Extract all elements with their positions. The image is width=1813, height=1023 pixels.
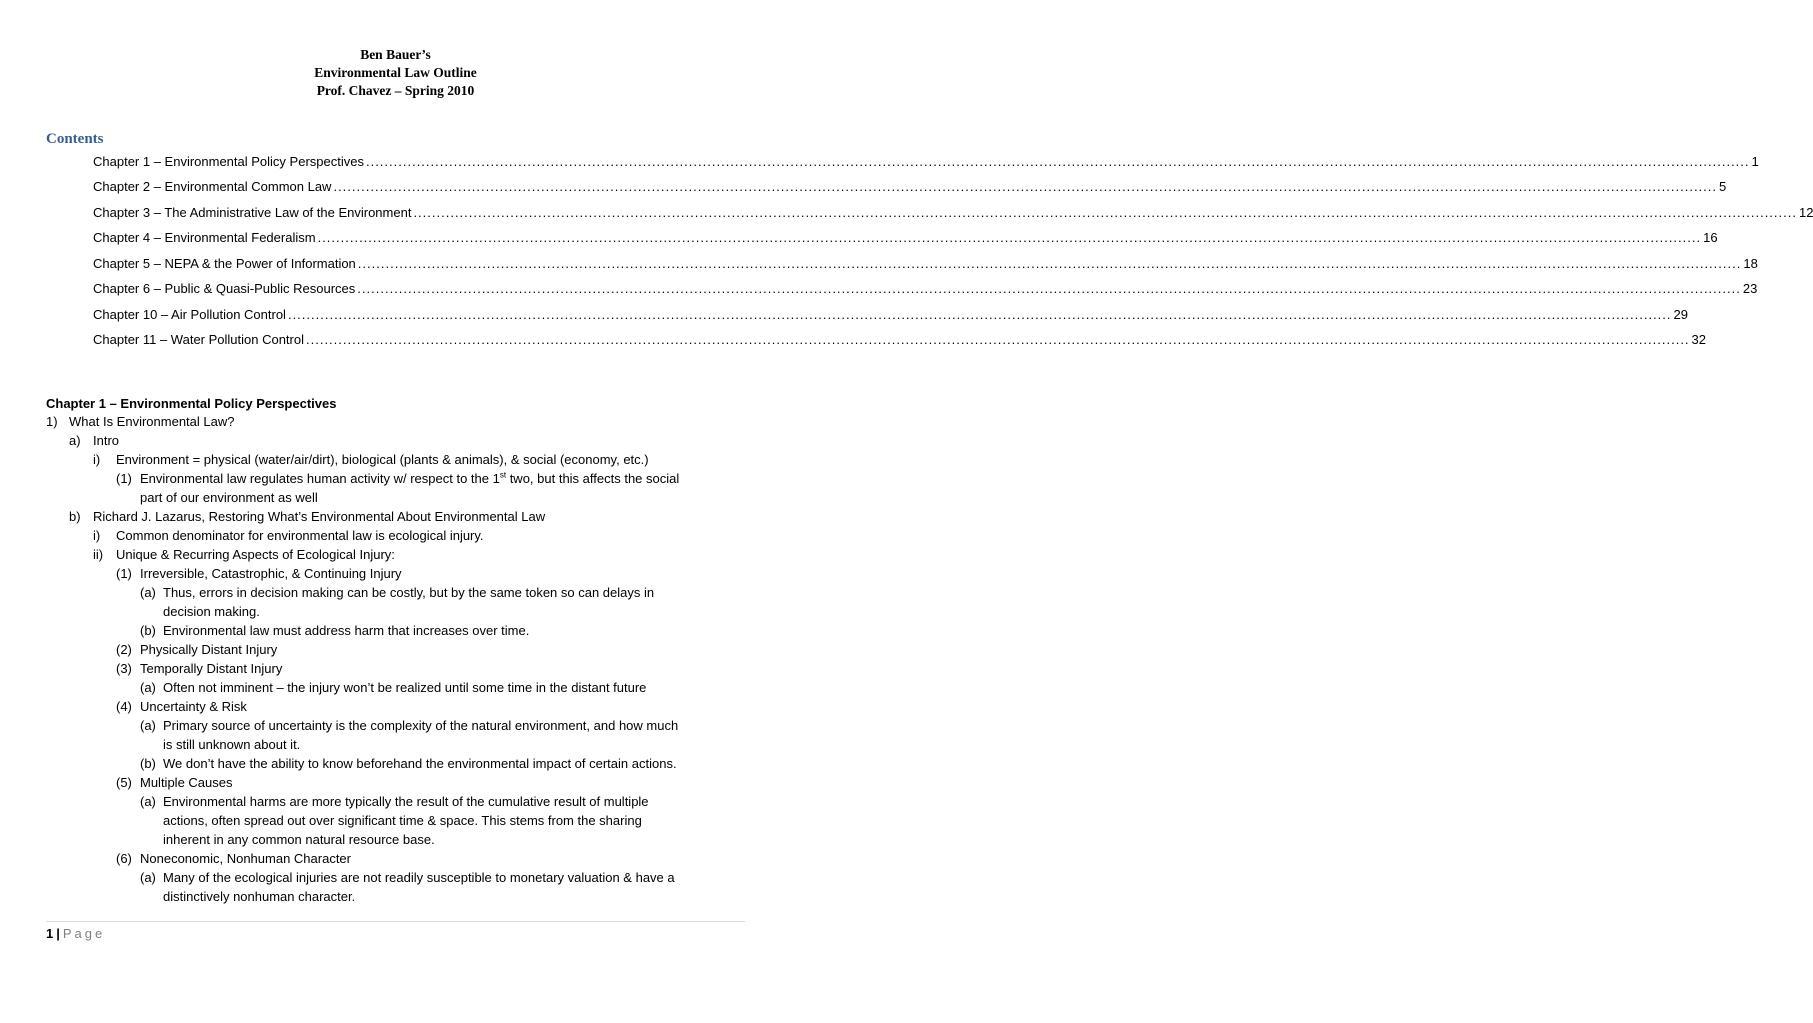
outline-line: Many of the ecological injuries are not readily susceptible to monetary valuation & have a bbox=[163, 870, 675, 885]
toc-entry[interactable] bbox=[93, 229, 1718, 247]
document-header bbox=[0, 46, 791, 100]
toc-leader: ............................................................................................................................................................................................................................................................................................................ bbox=[333, 179, 1717, 194]
outline-line: Often not imminent – the injury won’t be realized until some time in the distant future bbox=[163, 680, 647, 695]
outline-marker: 1) bbox=[46, 414, 58, 429]
outline-marker: (b) bbox=[140, 756, 156, 771]
outline-marker: (5) bbox=[116, 775, 132, 790]
outline-line: Environmental law must address harm that increases over time. bbox=[163, 623, 530, 638]
toc-entry[interactable] bbox=[93, 280, 1758, 298]
outline-line: Multiple Causes bbox=[140, 775, 233, 790]
outline-marker: ii) bbox=[93, 547, 104, 562]
footer-separator: | bbox=[56, 926, 60, 941]
toc-entry-label: Chapter 4 – Environmental Federalism bbox=[93, 230, 316, 245]
toc-entry-page: 16 bbox=[1703, 230, 1718, 245]
outline-marker: (1) bbox=[116, 471, 132, 486]
outline-marker: (a) bbox=[140, 794, 156, 809]
outline-line bbox=[140, 470, 679, 488]
line-text-before: Environmental law regulates human activity w/ respect to the 1 bbox=[140, 471, 500, 486]
page-footer bbox=[46, 925, 105, 943]
outline-marker: (3) bbox=[116, 661, 132, 676]
outline-marker: (a) bbox=[140, 718, 156, 733]
outline-marker: (a) bbox=[140, 585, 156, 600]
toc-leader: ............................................................................................................................................................................................................................................................................................................ bbox=[317, 230, 1702, 245]
toc-entry-label: Chapter 1 – Environmental Policy Perspectives bbox=[93, 154, 364, 169]
outline-line-continued: is still unknown about it. bbox=[163, 737, 301, 752]
outline-line: Environment = physical (water/air/dirt), biological (plants & animals), & social (economy, etc.) bbox=[116, 452, 649, 467]
toc-entry-label: Chapter 5 – NEPA & the Power of Information bbox=[93, 256, 356, 271]
toc-leader: ............................................................................................................................................................................................................................................................................................................ bbox=[357, 256, 1742, 271]
outline-line-continued: decision making. bbox=[163, 604, 260, 619]
toc-entry[interactable] bbox=[93, 153, 1759, 171]
toc-entry-page: 12 bbox=[1798, 205, 1813, 220]
outline-line: Physically Distant Injury bbox=[140, 642, 278, 657]
toc-leader: ............................................................................................................................................................................................................................................................................................................ bbox=[357, 281, 1741, 296]
outline-line: Richard J. Lazarus, Restoring What’s Environmental About Environmental Law bbox=[93, 509, 546, 524]
footer-page-number: 1 bbox=[46, 926, 54, 941]
outline-marker: (b) bbox=[140, 623, 156, 638]
toc-entry-page: 32 bbox=[1691, 332, 1707, 347]
outline-line: Noneconomic, Nonhuman Character bbox=[140, 851, 351, 866]
header-author: Ben Bauer’s bbox=[360, 47, 431, 62]
footer-page-word: Page bbox=[62, 926, 106, 941]
outline-line-continued: distinctively nonhuman character. bbox=[163, 889, 356, 904]
toc-entry-label: Chapter 6 – Public & Quasi-Public Resources bbox=[93, 281, 356, 296]
toc-entry-label: Chapter 11 – Water Pollution Control bbox=[93, 332, 304, 347]
toc-leader: ............................................................................................................................................................................................................................................................................................................ bbox=[306, 332, 1690, 347]
toc-entry-page: 18 bbox=[1743, 256, 1758, 271]
outline-line: Temporally Distant Injury bbox=[140, 661, 283, 676]
outline-marker: i) bbox=[93, 452, 101, 467]
toc-entry-page: 1 bbox=[1751, 154, 1759, 169]
outline-line-continued: inherent in any common natural resource base. bbox=[163, 832, 435, 847]
toc-entry[interactable] bbox=[93, 331, 1707, 349]
chapter-heading: Chapter 1 – Environmental Policy Perspectives bbox=[46, 396, 337, 411]
toc-entry-label: Chapter 3 – The Administrative Law of the Environment bbox=[93, 205, 412, 220]
outline-marker: (a) bbox=[140, 870, 156, 885]
outline-marker: i) bbox=[93, 528, 101, 543]
outline-line: We don’t have the ability to know beforehand the environmental impact of certain actions. bbox=[163, 756, 677, 771]
outline-marker: b) bbox=[69, 509, 81, 524]
outline-marker: (6) bbox=[116, 851, 132, 866]
toc-entry-page: 5 bbox=[1719, 179, 1727, 194]
toc-entry[interactable] bbox=[93, 255, 1758, 273]
toc-entry-page: 29 bbox=[1673, 307, 1688, 322]
outline-line-continued: part of our environment as well bbox=[140, 490, 318, 505]
toc-entry-label: Chapter 2 – Environmental Common Law bbox=[93, 179, 332, 194]
outline-line: Thus, errors in decision making can be costly, but by the same token so can delays in bbox=[163, 585, 655, 600]
outline-line: Primary source of uncertainty is the complexity of the natural environment, and how much bbox=[163, 718, 679, 733]
outline-line: Irreversible, Catastrophic, & Continuing Injury bbox=[140, 566, 402, 581]
toc-entry-label: Chapter 10 – Air Pollution Control bbox=[93, 307, 286, 322]
outline-line: Uncertainty & Risk bbox=[140, 699, 247, 714]
outline-line-continued: actions, often spread out over significant time & space. This stems from the sharing bbox=[163, 813, 642, 828]
footer-divider bbox=[46, 921, 745, 922]
toc-entry[interactable] bbox=[93, 204, 1813, 222]
header-course: Prof. Chavez – Spring 2010 bbox=[316, 83, 475, 98]
superscript-ordinal: st bbox=[499, 470, 507, 480]
outline-line: Intro bbox=[93, 433, 120, 448]
toc-title: Contents bbox=[46, 131, 104, 147]
outline-marker: (2) bbox=[116, 642, 132, 657]
outline-marker: (1) bbox=[116, 566, 132, 581]
outline-line: Environmental harms are more typically the result of the cumulative result of multiple bbox=[163, 794, 649, 809]
outline-line: What Is Environmental Law? bbox=[69, 414, 235, 429]
toc-leader: ............................................................................................................................................................................................................................................................................................................ bbox=[287, 307, 1672, 322]
line-text-after: two, but this affects the social bbox=[506, 471, 680, 486]
header-title: Environmental Law Outline bbox=[314, 65, 477, 80]
toc-entry[interactable] bbox=[93, 178, 1727, 196]
toc-entry[interactable] bbox=[93, 306, 1688, 324]
outline-marker: a) bbox=[69, 433, 81, 448]
outline-marker: (a) bbox=[140, 680, 156, 695]
outline-marker: (4) bbox=[116, 699, 132, 714]
toc-entry-page: 23 bbox=[1742, 281, 1758, 296]
outline-line: Common denominator for environmental law is ecological injury. bbox=[116, 528, 484, 543]
outline-line: Unique & Recurring Aspects of Ecological Injury: bbox=[116, 547, 395, 562]
toc-leader: ............................................................................................................................................................................................................................................................................................................ bbox=[413, 205, 1797, 220]
toc-leader: ............................................................................................................................................................................................................................................................................................................ bbox=[365, 154, 1750, 169]
